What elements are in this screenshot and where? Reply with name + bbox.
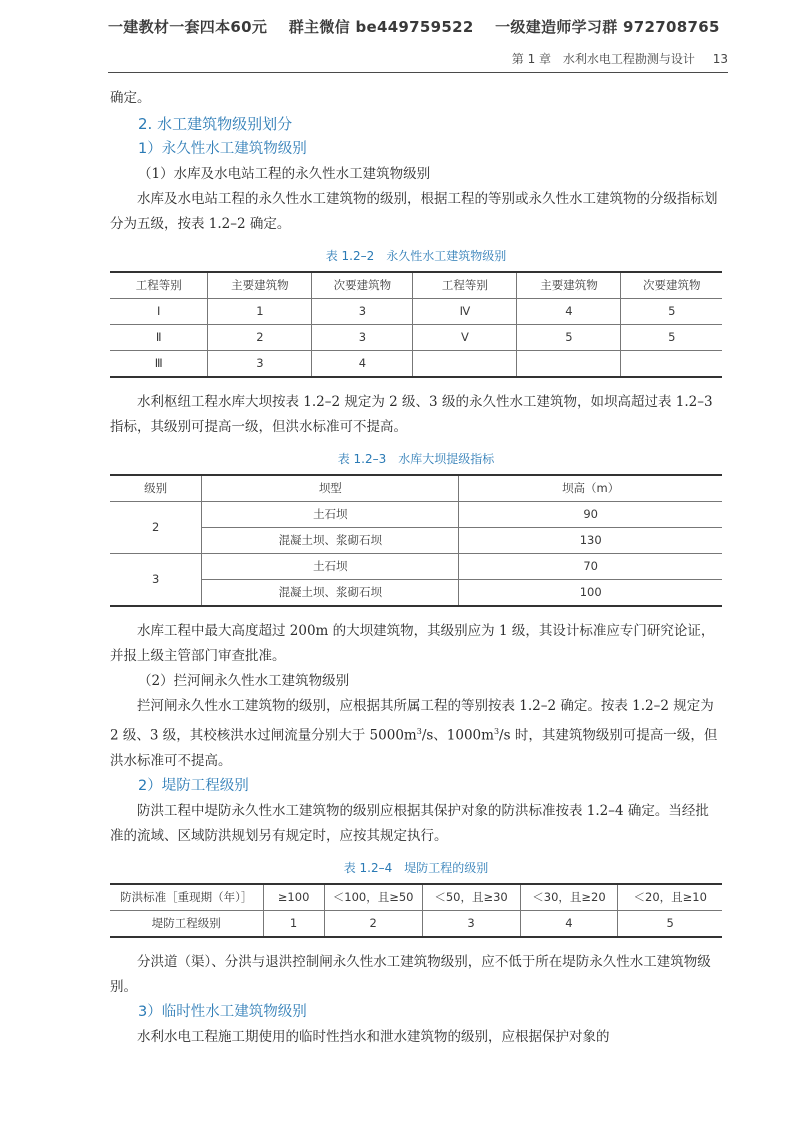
intro-line: 确定。	[110, 90, 151, 106]
paragraph-embankment: 防洪工程中堤防永久性水工建筑物的级别应根据其保护对象的防洪标准按表 1.2–4 确定。当经批准的流域、区域防洪规划另有规定时，应按其规定执行。	[110, 802, 709, 844]
table-cell: 130	[459, 528, 722, 554]
header-cell: ≥100	[263, 884, 324, 911]
table-cell: 70	[459, 554, 722, 580]
table-cell: 2	[208, 325, 312, 351]
subsection-heading-temporary: 3）临时性水工建筑物级别	[138, 1003, 307, 1020]
banner-text-price: 一建教材一套四本60元	[108, 18, 268, 36]
table-header-row	[110, 884, 722, 911]
table-cell: 混凝土坝、浆砌石坝	[202, 528, 459, 554]
table-cell: 4	[520, 910, 618, 937]
header-cell: 级别	[110, 475, 202, 502]
paragraph-200m-dam: 水库工程中最大高度超过 200m 的大坝建筑物，其级别应为 1 级，其设计标准应专门研究论证，并报上级主管部门审查批准。	[110, 623, 715, 664]
table-row	[110, 528, 722, 554]
header-cell: ＜20，且≥10	[618, 884, 722, 911]
table-caption-1-2-3: 表 1.2–3 水库大坝提级指标	[337, 452, 495, 466]
table-cell: Ⅰ	[110, 299, 208, 325]
table-cell: 土石坝	[202, 554, 459, 580]
table-cell: 混凝土坝、浆砌石坝	[202, 580, 459, 607]
header-cell: 次要建筑物	[621, 272, 722, 299]
header-cell: 工程等别	[110, 272, 208, 299]
table-cell: 5	[621, 325, 722, 351]
table-cell: 3	[312, 299, 413, 325]
table-cell: 4	[312, 351, 413, 378]
table-cell: Ⅲ	[110, 351, 208, 378]
header-cell: 主要建筑物	[517, 272, 621, 299]
banner-text-group: 一级建造师学习群 972708765	[495, 18, 720, 36]
banner-text-wechat: 群主微信 be449759522	[288, 18, 474, 36]
table-dam-thresholds	[110, 474, 722, 607]
table-cell: 5	[517, 325, 621, 351]
table-cell: Ⅴ	[413, 325, 517, 351]
header-cell: 主要建筑物	[208, 272, 312, 299]
table-header-row	[110, 475, 722, 502]
page-number: 13	[712, 52, 728, 66]
paragraph-flood-diversion: 分洪道（渠）、分洪与退洪控制闸永久性水工建筑物级别，应不低于所在堤防永久性水工建筑物级别。	[110, 953, 711, 995]
header-cell: 工程等别	[413, 272, 517, 299]
table-cell: Ⅱ	[110, 325, 208, 351]
table-cell: 1	[208, 299, 312, 325]
table-cell: 4	[517, 299, 621, 325]
header-cell: ＜100，且≥50	[324, 884, 422, 911]
level-cell: 2	[110, 502, 202, 554]
header-cell: 次要建筑物	[312, 272, 413, 299]
table-cell: 5	[621, 299, 722, 325]
sub-heading-reservoir: （1）水库及水电站工程的永久性水工建筑物级别	[138, 166, 431, 182]
sub-heading-sluice: （2）拦河闸永久性水工建筑物级别	[138, 673, 350, 689]
table-cell: 土石坝	[202, 502, 459, 528]
table-row	[110, 580, 722, 607]
header-cell: 防洪标准［重现期（年）］	[110, 884, 263, 911]
table-cell	[517, 351, 621, 378]
level-cell: 3	[110, 554, 202, 607]
header-rule	[108, 72, 728, 73]
table-row	[110, 502, 722, 528]
table-cell: 5	[618, 910, 722, 937]
chapter-label: 第 1 章	[511, 52, 552, 66]
table-row	[110, 325, 722, 351]
running-head	[108, 50, 728, 67]
table-row	[110, 351, 722, 378]
paragraph-sluice-level	[110, 694, 722, 774]
table-cell: 1	[263, 910, 324, 937]
table-cell: 2	[324, 910, 422, 937]
table-cell: 3	[208, 351, 312, 378]
table-permanent-levels	[110, 271, 722, 378]
table-cell: 100	[459, 580, 722, 607]
header-cell: ＜30，且≥20	[520, 884, 618, 911]
table-cell	[413, 351, 517, 378]
header-cell: 坝高（m）	[459, 475, 722, 502]
page-content	[110, 86, 722, 1050]
text-run: /s、1000m	[421, 727, 494, 744]
superscript: 3	[493, 727, 500, 736]
paragraph-reservoir-level: 水库及水电站工程的永久性水工建筑物的级别，根据工程的等别或永久性水工建筑物的分级指标划分为五级，按表 1.2–2 确定。	[110, 191, 718, 232]
table-cell: 堤防工程级别	[110, 910, 263, 937]
section-heading: 2. 水工建筑物级别划分	[138, 115, 293, 133]
table-cell: 3	[312, 325, 413, 351]
table-cell: 3	[422, 910, 520, 937]
paragraph-temporary: 水利水电工程施工期使用的临时性挡水和泄水建筑物的级别，应根据保护对象的	[137, 1028, 610, 1045]
table-header-row	[110, 272, 722, 299]
text-run: /s 时，其建筑物级别可提高一级，但洪水标准可不提高。	[110, 727, 718, 769]
table-cell: Ⅳ	[413, 299, 517, 325]
table-row	[110, 554, 722, 580]
table-caption-1-2-4: 表 1.2–4 堤防工程的级别	[343, 860, 489, 875]
table-row	[110, 910, 722, 937]
subsection-heading-permanent: 1）永久性水工建筑物级别	[138, 141, 307, 157]
subsection-heading-embankment: 2）堤防工程级别	[138, 777, 249, 794]
table-caption-1-2-2: 表 1.2–2 永久性水工建筑物级别	[325, 249, 507, 263]
header-cell: 坝型	[202, 475, 459, 502]
header-cell: ＜50，且≥30	[422, 884, 520, 911]
paragraph-dam-upgrade: 水利枢纽工程水库大坝按表 1.2–2 规定为 2 级、3 级的永久性水工建筑物，如坝高超过表 1.2–3 指标，其级别可提高一级，但洪水标准可不提高。	[110, 394, 713, 435]
table-cell: 90	[459, 502, 722, 528]
watermark-banner	[108, 16, 748, 37]
table-row	[110, 299, 722, 325]
table-embankment-levels	[110, 883, 722, 938]
table-cell	[621, 351, 722, 378]
text-run: 拦河闸永久性水工建筑物的级别，应根据其所属工程的等别按表 1.2–2 确定。按表 1.2–2 规定为 2 级、3 级，其校核洪水过闸流量分别大于 5000m	[110, 698, 714, 744]
superscript: 3	[416, 727, 422, 736]
chapter-title: 水利水电工程勘测与设计	[562, 52, 695, 66]
